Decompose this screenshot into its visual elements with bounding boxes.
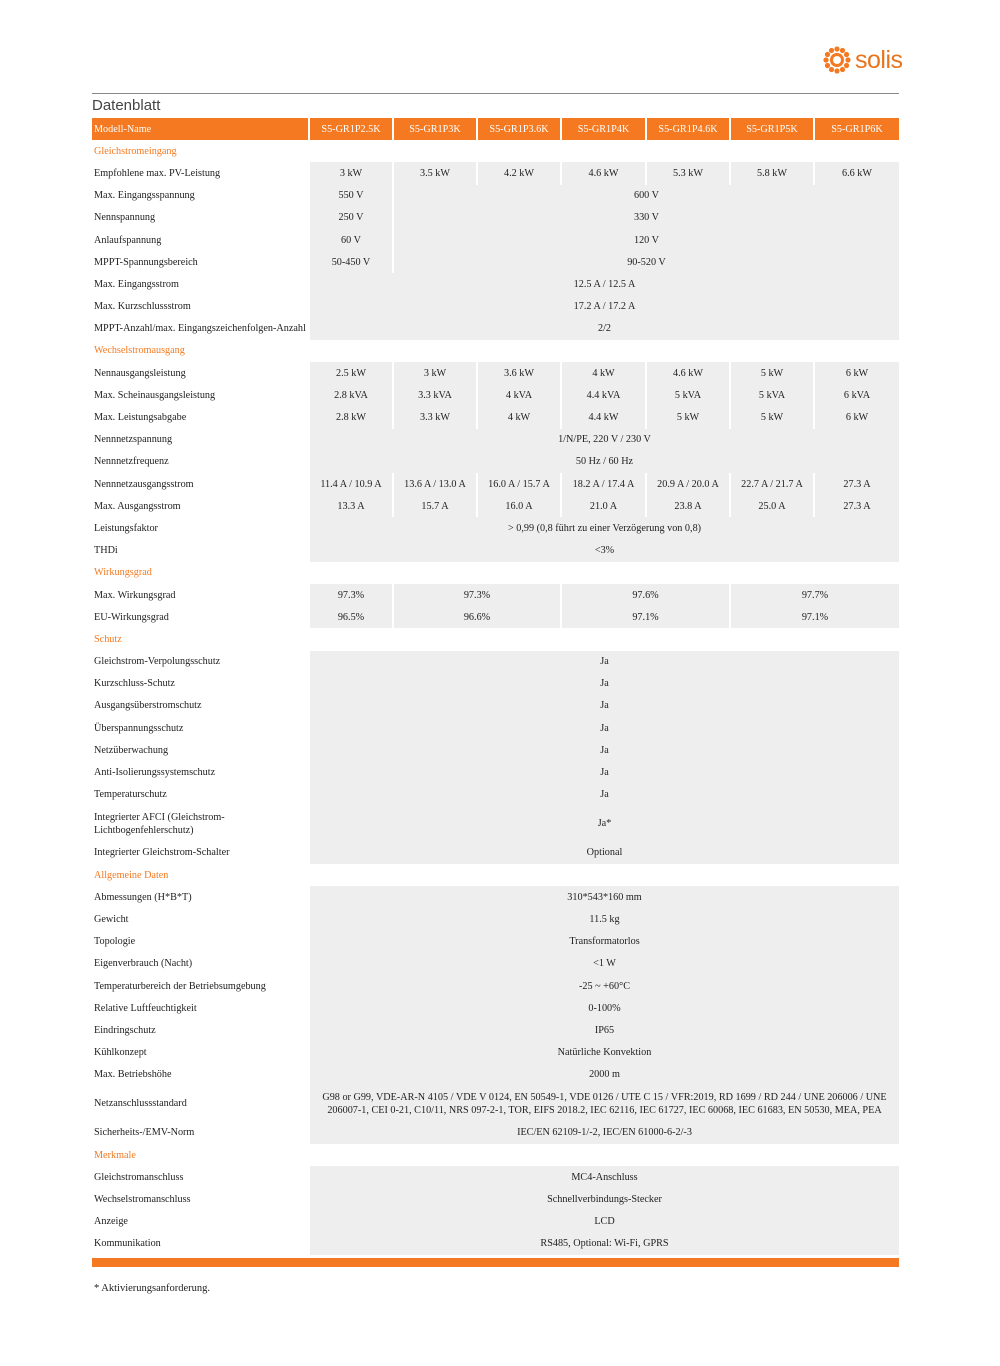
value-cell: <1 W <box>308 953 899 975</box>
value-cell: 3 kW <box>308 162 392 184</box>
table-row <box>92 1019 899 1041</box>
value-cell: Schnellverbindungs-Stecker <box>308 1188 899 1210</box>
value-cell: 120 V <box>392 229 899 251</box>
value-cell: Ja <box>308 739 899 761</box>
value-cell: 23.8 A <box>645 495 729 517</box>
table-row <box>92 695 899 717</box>
table-row <box>92 318 899 340</box>
value-cell: 5 kVA <box>729 384 813 406</box>
value-cell: 6 kW <box>813 362 899 384</box>
value-cell: 4.4 kW <box>560 406 645 428</box>
table-row <box>92 1086 899 1122</box>
table-row <box>92 997 899 1019</box>
value-cell: 4.6 kW <box>645 362 729 384</box>
table-row <box>92 673 899 695</box>
row-label: EU-Wirkungsgrad <box>92 606 308 628</box>
header-cell: S5-GR1P6K <box>813 118 899 140</box>
value-cell: 97.1% <box>560 606 729 628</box>
row-label: Topologie <box>92 931 308 953</box>
value-cell: 0-100% <box>308 997 899 1019</box>
table-row <box>92 842 899 864</box>
table-row <box>92 584 899 606</box>
table-row <box>92 229 899 251</box>
value-cell: 4 kW <box>560 362 645 384</box>
row-label: Nennnetzfrequenz <box>92 451 308 473</box>
table-row <box>92 540 899 562</box>
value-cell: 90-520 V <box>392 251 899 273</box>
value-cell: Ja <box>308 784 899 806</box>
value-cell: 13.6 A / 13.0 A <box>392 473 476 495</box>
row-label: Max. Eingangsstrom <box>92 273 308 295</box>
value-cell: 11.4 A / 10.9 A <box>308 473 392 495</box>
row-label: Max. Scheinausgangsleistung <box>92 384 308 406</box>
value-cell: RS485, Optional: Wi-Fi, GPRS <box>308 1233 899 1255</box>
table-row <box>92 1122 899 1144</box>
table-row <box>92 1211 899 1233</box>
value-cell: 5 kW <box>729 406 813 428</box>
value-cell: 18.2 A / 17.4 A <box>560 473 645 495</box>
value-cell: Ja <box>308 695 899 717</box>
row-label: Integrierter Gleichstrom-Schalter <box>92 842 308 864</box>
spec-table <box>92 118 899 1255</box>
row-label: Nennnetzspannung <box>92 429 308 451</box>
value-cell: 12.5 A / 12.5 A <box>308 273 899 295</box>
row-label: Nennspannung <box>92 207 308 229</box>
table-row <box>92 517 899 539</box>
table-row <box>92 908 899 930</box>
value-cell: 20.9 A / 20.0 A <box>645 473 729 495</box>
row-label: Leistungsfaktor <box>92 517 308 539</box>
value-cell: 2/2 <box>308 318 899 340</box>
value-cell: Transformatorlos <box>308 931 899 953</box>
table-row <box>92 761 899 783</box>
table-row <box>92 384 899 406</box>
value-cell: 17.2 A / 17.2 A <box>308 296 899 318</box>
table-row <box>92 717 899 739</box>
row-label: Max. Eingangsspannung <box>92 185 308 207</box>
header-cell: S5-GR1P3K <box>392 118 476 140</box>
value-cell: 5 kW <box>645 406 729 428</box>
brand-name: solis <box>855 45 903 74</box>
value-cell: 27.3 A <box>813 495 899 517</box>
value-cell: 1/N/PE, 220 V / 230 V <box>308 429 899 451</box>
row-label: Temperaturschutz <box>92 784 308 806</box>
table-row <box>92 406 899 428</box>
footnote: * Aktivierungsanforderung. <box>94 1283 211 1294</box>
page-title: Datenblatt <box>92 97 161 114</box>
value-cell: 16.0 A <box>476 495 560 517</box>
value-cell: > 0,99 (0,8 führt zu einer Verzögerung von 0,8) <box>308 517 899 539</box>
row-label: Max. Leistungsabgabe <box>92 406 308 428</box>
row-label: Integrierter AFCI (Gleichstrom-Lichtbogenfehlerschutz) <box>92 806 308 842</box>
value-cell: 4.6 kW <box>560 162 645 184</box>
row-label: Gleichstrom-Verpolungsschutz <box>92 651 308 673</box>
table-row <box>92 162 899 184</box>
section-header-row <box>92 140 899 162</box>
value-cell: 97.6% <box>560 584 729 606</box>
row-label: Kurzschluss-Schutz <box>92 673 308 695</box>
table-row <box>92 185 899 207</box>
value-cell: 97.7% <box>729 584 899 606</box>
value-cell: Ja <box>308 651 899 673</box>
row-label: Überspannungsschutz <box>92 717 308 739</box>
value-cell: IEC/EN 62109-1/-2, IEC/EN 61000-6-2/-3 <box>308 1122 899 1144</box>
value-cell: 3.5 kW <box>392 162 476 184</box>
value-cell: 22.7 A / 21.7 A <box>729 473 813 495</box>
table-row <box>92 1042 899 1064</box>
value-cell: 3.6 kW <box>476 362 560 384</box>
row-label: MPPT-Spannungsbereich <box>92 251 308 273</box>
table-row <box>92 251 899 273</box>
header-cell: S5-GR1P3.6K <box>476 118 560 140</box>
header-cell: Modell-Name <box>92 118 308 140</box>
table-row <box>92 495 899 517</box>
row-label: Abmessungen (H*B*T) <box>92 886 308 908</box>
value-cell: 25.0 A <box>729 495 813 517</box>
row-label: Max. Wirkungsgrad <box>92 584 308 606</box>
row-label: Anlaufspannung <box>92 229 308 251</box>
value-cell: 2.5 kW <box>308 362 392 384</box>
value-cell: 250 V <box>308 207 392 229</box>
value-cell: 330 V <box>392 207 899 229</box>
value-cell: 310*543*160 mm <box>308 886 899 908</box>
value-cell: 600 V <box>392 185 899 207</box>
table-row <box>92 429 899 451</box>
section-title: Wechselstromausgang <box>92 340 899 362</box>
table-row <box>92 806 899 842</box>
value-cell: 60 V <box>308 229 392 251</box>
table-row <box>92 739 899 761</box>
value-cell: 21.0 A <box>560 495 645 517</box>
section-header-row <box>92 562 899 584</box>
row-label: Temperaturbereich der Betriebsumgebung <box>92 975 308 997</box>
section-header-row <box>92 1144 899 1166</box>
value-cell: 97.3% <box>392 584 560 606</box>
section-header-row <box>92 340 899 362</box>
value-cell: 11.5 kg <box>308 908 899 930</box>
row-label: THDi <box>92 540 308 562</box>
table-row <box>92 651 899 673</box>
section-title: Gleichstromeingang <box>92 140 899 162</box>
table-row <box>92 451 899 473</box>
bottom-bar <box>92 1258 899 1267</box>
row-label: Max. Betriebshöhe <box>92 1064 308 1086</box>
value-cell: 4.4 kVA <box>560 384 645 406</box>
row-label: Empfohlene max. PV-Leistung <box>92 162 308 184</box>
value-cell: 15.7 A <box>392 495 476 517</box>
row-label: Ausgangsüberstromschutz <box>92 695 308 717</box>
value-cell: 2.8 kW <box>308 406 392 428</box>
section-header-row <box>92 864 899 886</box>
value-cell: 27.3 A <box>813 473 899 495</box>
table-row <box>92 784 899 806</box>
value-cell: 4 kW <box>476 406 560 428</box>
value-cell: 3.3 kW <box>392 406 476 428</box>
value-cell: Ja <box>308 673 899 695</box>
row-label: Gewicht <box>92 908 308 930</box>
value-cell: 4.2 kW <box>476 162 560 184</box>
table-row <box>92 362 899 384</box>
value-cell: 5 kVA <box>645 384 729 406</box>
table-row <box>92 1233 899 1255</box>
value-cell: 13.3 A <box>308 495 392 517</box>
row-label: Anti-Isolierungssystemschutz <box>92 761 308 783</box>
value-cell: 96.5% <box>308 606 392 628</box>
table-row <box>92 886 899 908</box>
value-cell: 6.6 kW <box>813 162 899 184</box>
row-label: Eindringschutz <box>92 1019 308 1041</box>
row-label: Max. Ausgangsstrom <box>92 495 308 517</box>
sun-icon <box>822 45 852 75</box>
row-label: Nennnetzausgangsstrom <box>92 473 308 495</box>
row-label: Wechselstromanschluss <box>92 1188 308 1210</box>
section-title: Merkmale <box>92 1144 899 1166</box>
row-label: Anzeige <box>92 1211 308 1233</box>
row-label: Netzüberwachung <box>92 739 308 761</box>
value-cell: MC4-Anschluss <box>308 1166 899 1188</box>
brand-logo <box>822 44 903 76</box>
value-cell: 6 kVA <box>813 384 899 406</box>
table-row <box>92 975 899 997</box>
row-label: Eigenverbrauch (Nacht) <box>92 953 308 975</box>
value-cell: 3 kW <box>392 362 476 384</box>
value-cell: IP65 <box>308 1019 899 1041</box>
value-cell: 5 kW <box>729 362 813 384</box>
row-label: Kommunikation <box>92 1233 308 1255</box>
table-header-row <box>92 118 899 140</box>
table-row <box>92 953 899 975</box>
value-cell: Ja* <box>308 806 899 842</box>
table-row <box>92 1166 899 1188</box>
row-label: Max. Kurzschlussstrom <box>92 296 308 318</box>
value-cell: 3.3 kVA <box>392 384 476 406</box>
table-row <box>92 931 899 953</box>
value-cell: 96.6% <box>392 606 560 628</box>
value-cell: 5.8 kW <box>729 162 813 184</box>
row-label: Sicherheits-/EMV-Norm <box>92 1122 308 1144</box>
row-label: Gleichstromanschluss <box>92 1166 308 1188</box>
top-rule <box>92 93 899 94</box>
value-cell: Natürliche Konvektion <box>308 1042 899 1064</box>
table-row <box>92 1188 899 1210</box>
value-cell: Ja <box>308 717 899 739</box>
table-row <box>92 606 899 628</box>
value-cell: LCD <box>308 1211 899 1233</box>
row-label: MPPT-Anzahl/max. Eingangszeichenfolgen-Anzahl <box>92 318 308 340</box>
value-cell: 2.8 kVA <box>308 384 392 406</box>
value-cell: Optional <box>308 842 899 864</box>
value-cell: Ja <box>308 761 899 783</box>
section-title: Wirkungsgrad <box>92 562 899 584</box>
value-cell: 50-450 V <box>308 251 392 273</box>
row-label: Nennausgangsleistung <box>92 362 308 384</box>
header-cell: S5-GR1P5K <box>729 118 813 140</box>
value-cell: 5.3 kW <box>645 162 729 184</box>
section-title: Schutz <box>92 628 899 650</box>
row-label: Relative Luftfeuchtigkeit <box>92 997 308 1019</box>
value-cell: G98 or G99, VDE-AR-N 4105 / VDE V 0124, EN 50549-1, VDE 0126 / UTE C 15 / VFR:2019, RD 1699 / RD 244 / UNE 206006 / UNE 206007-1, CEI 0-21, C10/11, NRS 097-2-1, TOR, EIFS 2018.2, IEC 62116, IEC 61727, IEC 60068, IEC 61683, EN 50530, MEA, PEA <box>308 1086 899 1122</box>
value-cell: 16.0 A / 15.7 A <box>476 473 560 495</box>
value-cell: 6 kW <box>813 406 899 428</box>
table-row <box>92 296 899 318</box>
value-cell: 4 kVA <box>476 384 560 406</box>
section-header-row <box>92 628 899 650</box>
value-cell: -25 ~ +60°C <box>308 975 899 997</box>
table-row <box>92 273 899 295</box>
value-cell: 50 Hz / 60 Hz <box>308 451 899 473</box>
value-cell: 97.3% <box>308 584 392 606</box>
value-cell: <3% <box>308 540 899 562</box>
header-cell: S5-GR1P4.6K <box>645 118 729 140</box>
value-cell: 97.1% <box>729 606 899 628</box>
table-row <box>92 473 899 495</box>
table-row <box>92 207 899 229</box>
table-row <box>92 1064 899 1086</box>
value-cell: 550 V <box>308 185 392 207</box>
header-cell: S5-GR1P4K <box>560 118 645 140</box>
value-cell: 2000 m <box>308 1064 899 1086</box>
row-label: Kühlkonzept <box>92 1042 308 1064</box>
header-cell: S5-GR1P2.5K <box>308 118 392 140</box>
section-title: Allgemeine Daten <box>92 864 899 886</box>
row-label: Netzanschlussstandard <box>92 1086 308 1122</box>
